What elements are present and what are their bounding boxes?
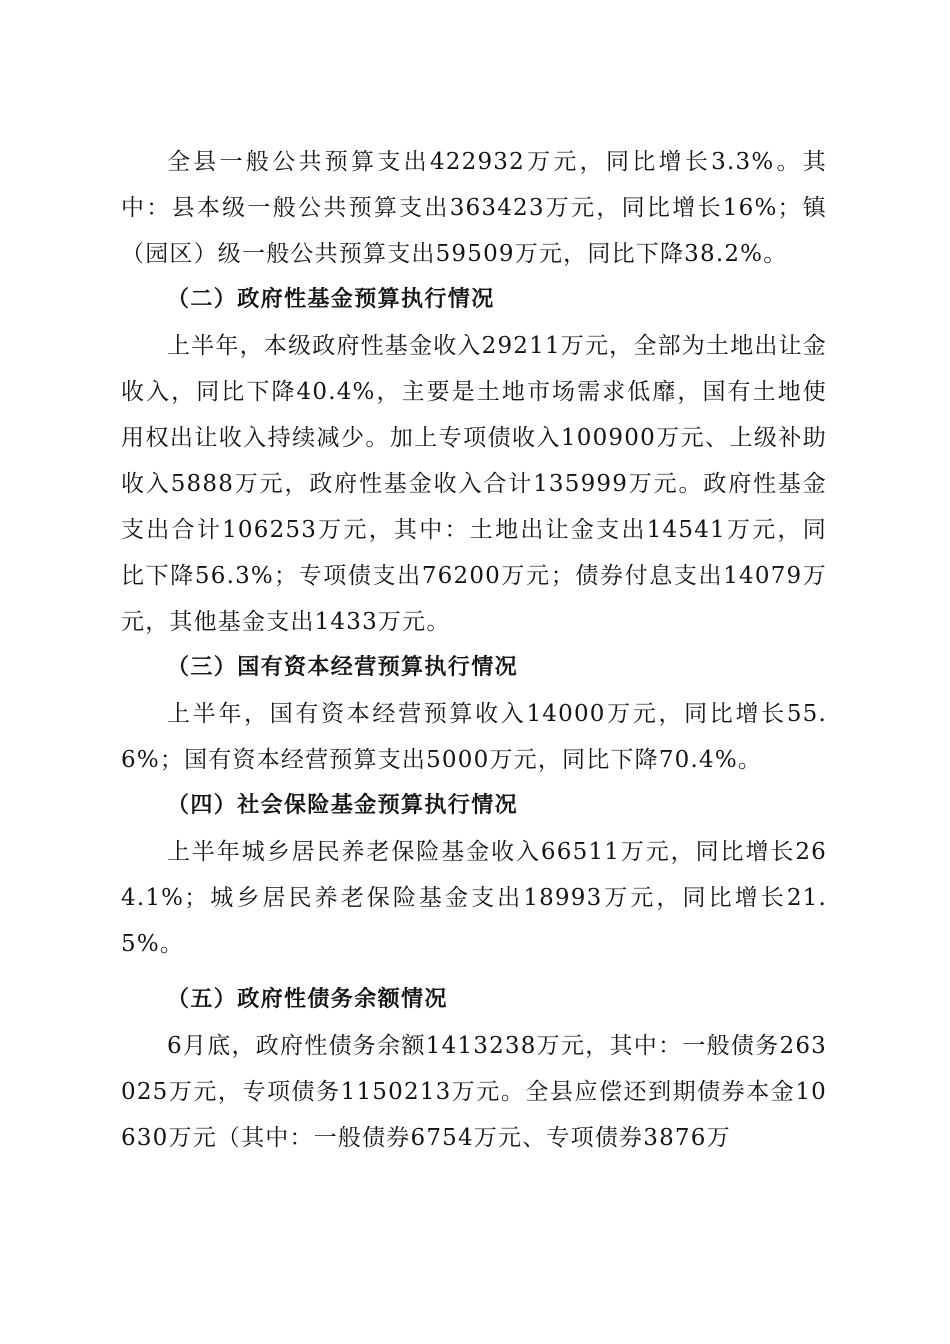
paragraph-state-capital-budget: 上半年，国有资本经营预算收入14000万元，同比增长55.6%；国有资本经营预算支出5000万元，同比下降70.4%。: [121, 701, 827, 773]
spacer: [121, 967, 827, 977]
heading-government-fund-budget: （二）政府性基金预算执行情况: [167, 287, 495, 312]
heading-state-capital-budget: （三）国有资本经营预算执行情况: [167, 655, 519, 680]
paragraph-government-debt-balance: 6月底，政府性债务余额1413238万元，其中：一般债务263025万元，专项债务1150213万元。全县应偿还到期债券本金10630万元（其中：一般债券6754万元、专项债券3876万: [121, 1033, 827, 1151]
paragraph-government-fund-budget: 上半年，本级政府性基金收入29211万元，全部为土地出让金收入，同比下降40.4%，主要是土地市场需求低靡，国有土地使用权出让收入持续减少。加上专项债收入100900万元、上级补助收入5888万元，政府性基金收入合计135999万元。政府性基金支出合计106253万元，其中：土地出让金支出14541万元，同比下降56.3%；专项债支出76200万元；债券付息支出14079万元，其他基金支出1433万元。: [121, 333, 827, 635]
paragraph-general-budget-expenditure: 全县一般公共预算支出422932万元，同比增长3.3%。其中：县本级一般公共预算支出363423万元，同比增长16%；镇（园区）级一般公共预算支出59509万元，同比下降38.2%。: [121, 149, 827, 267]
document-body: [121, 139, 827, 1161]
heading-social-insurance-fund: （四）社会保险基金预算执行情况: [167, 793, 519, 818]
paragraph-social-insurance-fund: 上半年城乡居民养老保险基金收入66511万元，同比增长264.1%；城乡居民养老保险基金支出18993万元，同比增长21.5%。: [121, 839, 827, 957]
heading-government-debt-balance: （五）政府性债务余额情况: [167, 987, 448, 1012]
